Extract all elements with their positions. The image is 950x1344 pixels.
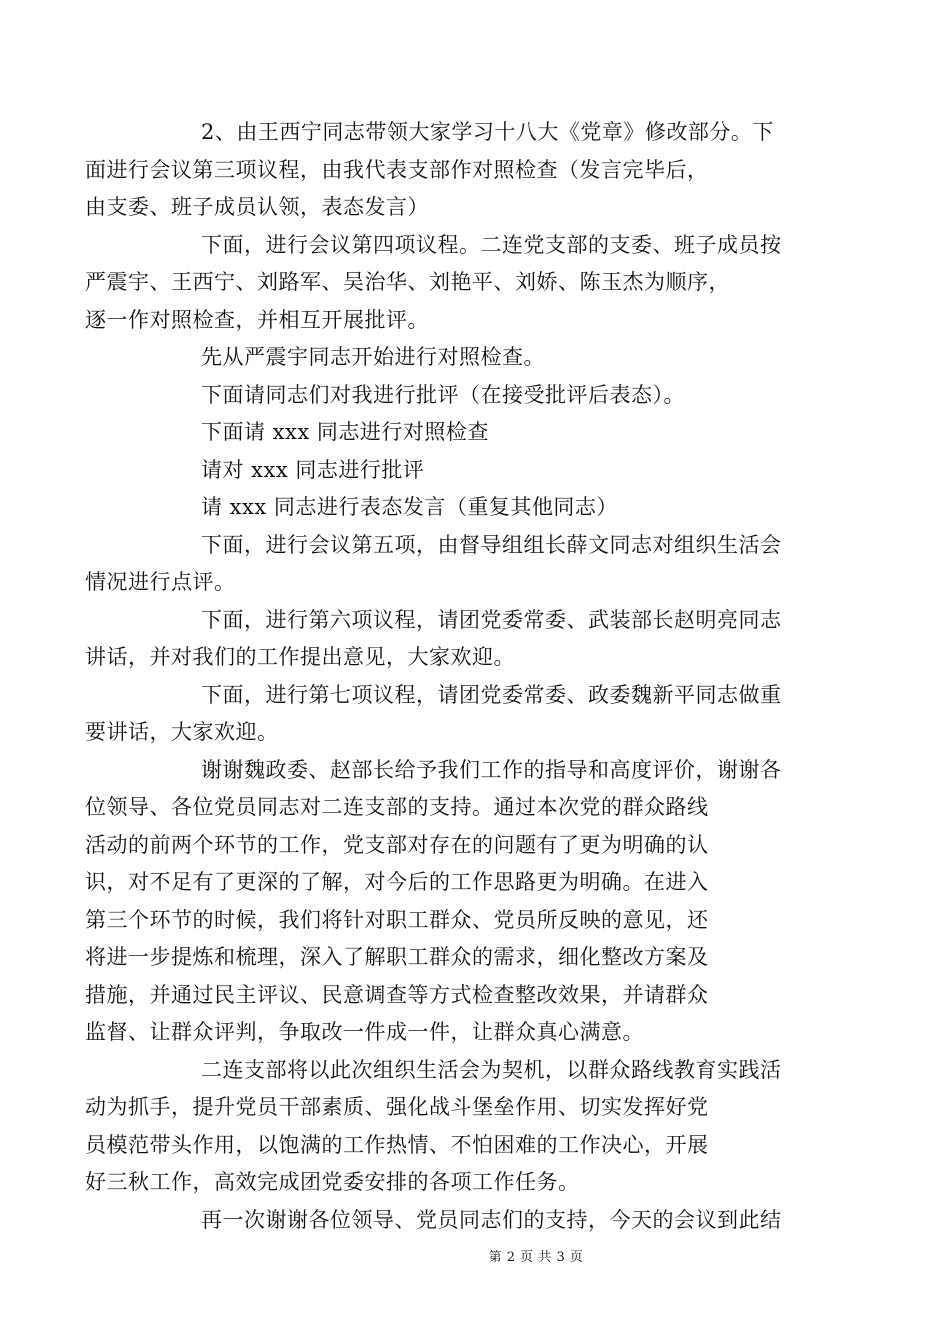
paragraph (85, 114, 811, 227)
text-line: 下面，进行第六项议程，请团党委常委、武装部长赵明亮同志 (201, 607, 782, 632)
text-line: 下面，进行会议第四项议程。二连党支部的支委、班子成员按 (201, 232, 782, 257)
text-line: 位领导、各位党员同志对二连支部的支持。通过本次党的群众路线 (85, 795, 709, 819)
text-line: 动为抓手，提升党员干部素质、强化战斗堡垒作用、切实发挥好党 (85, 1095, 709, 1119)
text-line: 谢谢魏政委、赵部长给予我们工作的指导和高度评价，谢谢各 (201, 757, 782, 782)
page-footer (0, 1246, 950, 1265)
paragraph (85, 677, 811, 752)
text-line: 面进行会议第三项议程，由我代表支部作对照检查（发言完毕后， (85, 157, 709, 182)
text-line: 识，对不足有了更深的了解，对今后的工作思路更为明确。在进入 (85, 870, 709, 894)
paragraph (143, 452, 811, 490)
text-line: 将进一步提炼和梳理，深入了解职工群众的需求，细化整改方案及 (85, 945, 709, 969)
paragraph (143, 1202, 811, 1240)
text-line: 先从严震宇同志开始进行对照检查。 (201, 345, 545, 369)
paragraph (143, 414, 811, 452)
text-line: 下面，进行会议第五项，由督导组组长薛文同志对组织生活会 (201, 532, 782, 557)
text-line: 二连支部将以此次组织生活会为契机，以群众路线教育实践活 (201, 1057, 782, 1082)
text-line: 再一次谢谢各位领导、党员同志们的支持，今天的会议到此结 (201, 1207, 782, 1232)
text-line: 下面请同志们对我进行批评（在接受批评后表态）。 (201, 382, 685, 407)
text-line: 第三个环节的时候，我们将针对职工群众、党员所反映的意见，还 (85, 907, 709, 932)
text-line: 请对 xxx 同志进行批评 (201, 457, 425, 482)
document-body (85, 114, 811, 1239)
page-number: 第 2 页 共 3 页 (488, 1250, 584, 1265)
text-line: 监督、让群众评判，争取改一件成一件，让群众真心满意。 (85, 1020, 644, 1044)
text-line: 下面，进行第七项议程，请团党委常委、政委魏新平同志做重 (201, 682, 782, 707)
text-line: 措施，并通过民主评议、民意调查等方式检查整改效果，并请群众 (85, 982, 709, 1007)
text-line: 由支委、班子成员认领，表态发言） (85, 195, 429, 219)
text-line: 活动的前两个环节的工作，党支部对存在的问题有了更为明确的认 (85, 832, 709, 857)
text-line: 严震宇、王西宁、刘路军、吴治华、刘艳平、刘娇、陈玉杰为顺序， (85, 270, 730, 294)
paragraph (143, 377, 811, 415)
text-line: 下面请 xxx 同志进行对照检查 (201, 420, 489, 444)
paragraph (85, 527, 811, 602)
text-line: 逐一作对照检查，并相互开展批评。 (85, 307, 429, 332)
paragraph (85, 1052, 811, 1202)
paragraph (85, 602, 811, 677)
paragraph (143, 489, 811, 527)
text-line: 2、由王西宁同志带领大家学习十八大《党章》修改部分。下 (201, 120, 774, 144)
paragraph (85, 227, 811, 340)
paragraph (85, 752, 811, 1052)
text-line: 情况进行点评。 (85, 570, 236, 594)
text-line: 讲话，并对我们的工作提出意见，大家欢迎。 (85, 645, 515, 669)
text-line: 员模范带头作用，以饱满的工作热情、不怕困难的工作决心，开展 (85, 1132, 709, 1157)
text-line: 要讲话，大家欢迎。 (85, 720, 279, 744)
text-line: 请 xxx 同志进行表态发言（重复其他同志） (201, 495, 618, 519)
paragraph (143, 339, 811, 377)
text-line: 好三秋工作，高效完成团党委安排的各项工作任务。 (85, 1170, 580, 1194)
